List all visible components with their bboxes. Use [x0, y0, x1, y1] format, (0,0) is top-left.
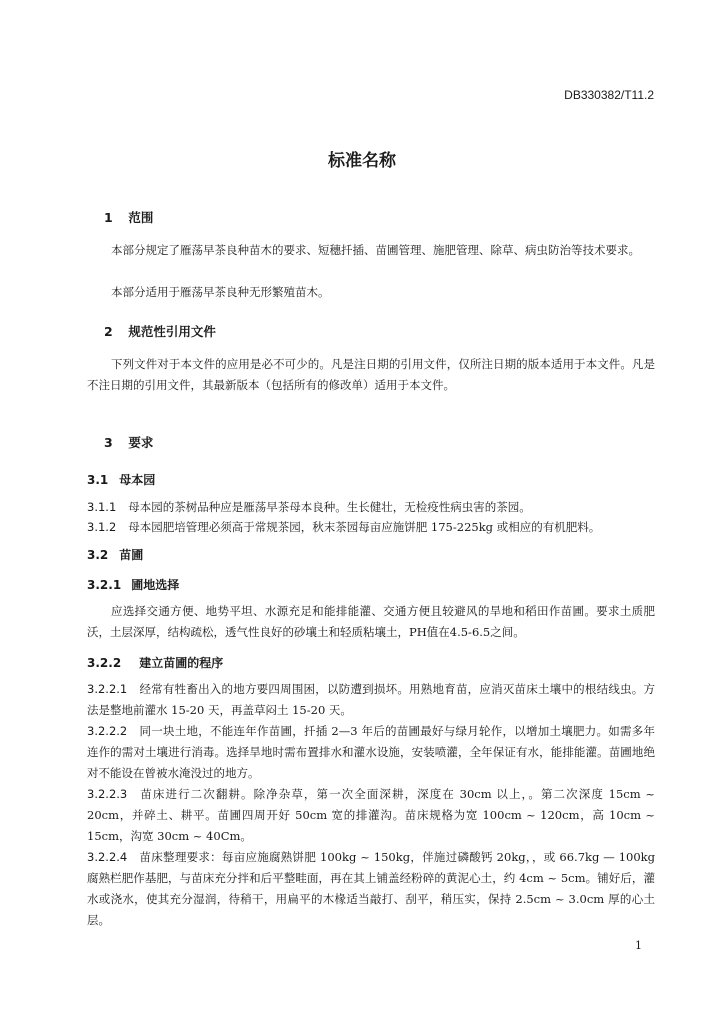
subsection-heading [87, 546, 143, 563]
clause [87, 517, 655, 538]
section-heading [104, 208, 153, 226]
subsection-heading [87, 654, 223, 671]
section-title: 规范性引用文件 [128, 324, 216, 339]
paragraph: 下列文件对于本文件的应用是必不可少的。凡是注日期的引用文件，仅所注日期的版本适用于本文件。凡是不注日期的引用文件，其最新版本（包括所有的修改单）适用于本文件。 [87, 357, 655, 392]
paragraph: 本部分适用于雁荡早茶良种无形繁殖苗木。 [111, 285, 330, 299]
clause-text: 经常有牲畜出入的地方要四周围困，以防遭到损坏。用熟地育苗，应消灭苗床土壤中的根结线虫。方法是整地前灌水 15-20 天，再盖草闷土 15-20 天。 [87, 682, 655, 717]
clause [87, 679, 655, 721]
clause [87, 784, 655, 847]
clause-text: 母本园的茶树品种应是雁荡早茶母本良种。生长健壮，无检疫性病虫害的茶园。 [128, 500, 531, 514]
subsection-title: 建立苗圃的程序 [139, 656, 224, 670]
subsection-heading [87, 471, 155, 488]
clause [87, 497, 655, 518]
clause-number: 3.2.2.1 [87, 682, 128, 696]
section-number: 1 [104, 210, 113, 225]
subsection-number: 3.2 [87, 548, 109, 562]
subsection-title: 圃地选择 [131, 578, 180, 592]
section-heading [104, 322, 216, 340]
clause [87, 721, 655, 784]
clause-text: 母本园肥培管理必须高于常规茶园，秋末茶园每亩应施饼肥 175-225kg 或相应的有机肥料。 [128, 520, 601, 534]
subsection-title: 母本园 [119, 473, 156, 487]
page-number: 1 [635, 939, 642, 952]
clause-number: 3.2.2.3 [87, 787, 128, 801]
document-code: DB330382/T11.2 [564, 88, 654, 102]
subsection-number: 3.1 [87, 473, 109, 487]
section-number: 2 [104, 324, 113, 339]
paragraph: 应选择交通方便、地势平坦、水源充足和能排能灌、交通方便且较避风的旱地和稻田作苗圃。要求土质肥沃，土层深厚，结构疏松，透气性良好的砂壤土和轻质粘壤土，PH值在4.5-6.5之间。 [87, 604, 655, 639]
subsection-number: 3.2.2 [87, 656, 122, 670]
clause-number: 3.1.2 [87, 520, 117, 534]
clause-number: 3.1.1 [87, 500, 117, 514]
subsection-number: 3.2.1 [87, 578, 122, 592]
clause-number: 3.2.2.2 [87, 724, 128, 738]
subsection-heading [87, 576, 179, 593]
clause-text: 苗床进行二次翻耕。除净杂草，第一次全面深耕，深度在 30cm 以上，。第二次深度 15cm ~ 20cm，并碎土、耕平。苗圃四周开好 50cm 宽的排灌沟。苗床规格为宽 100cm ~ 120cm，高 10cm ~ 15cm，沟宽 30cm ~ 40Cm。 [87, 787, 655, 843]
section-heading [104, 433, 153, 451]
section-title: 范围 [128, 210, 154, 225]
clause-number: 3.2.2.4 [87, 850, 128, 864]
document-title: 标准名称 [328, 151, 396, 171]
clause-text: 同一块土地，不能连年作苗圃，扦插 2—3 年后的苗圃最好与绿月轮作，以增加土壤肥力。如需多年连作的需对土壤进行消毒。选择旱地时需布置排水和灌水设施，安装喷灌，全年保证有水，能排能灌。苗圃地绝对不能设在曾被水淹没过的地方。 [87, 724, 655, 780]
subsection-title: 苗圃 [119, 548, 144, 562]
clause [87, 847, 655, 931]
clause-text: 苗床整理要求：每亩应施腐熟饼肥 100kg ~ 150kg，伴施过磷酸钙 20kg，，或 66.7kg — 100kg 腐熟栏肥作基肥，与苗床充分拌和后平整畦面，再在其上铺盖经粉碎的黄泥心土，约 4cm ~ 5cm。铺好后，灌水或浇水，使其充分湿润，待稍干，用扁平的木椽适当敲打、刮平，稍压实，保持 2.5cm ~ 3.0cm 厚的心土层。 [87, 850, 655, 927]
section-number: 3 [104, 435, 113, 450]
section-title: 要求 [128, 435, 154, 450]
paragraph: 本部分规定了雁荡早茶良种苗木的要求、短穗扦插、苗圃管理、施肥管理、除草、病虫防治等技术要求。 [111, 243, 640, 257]
